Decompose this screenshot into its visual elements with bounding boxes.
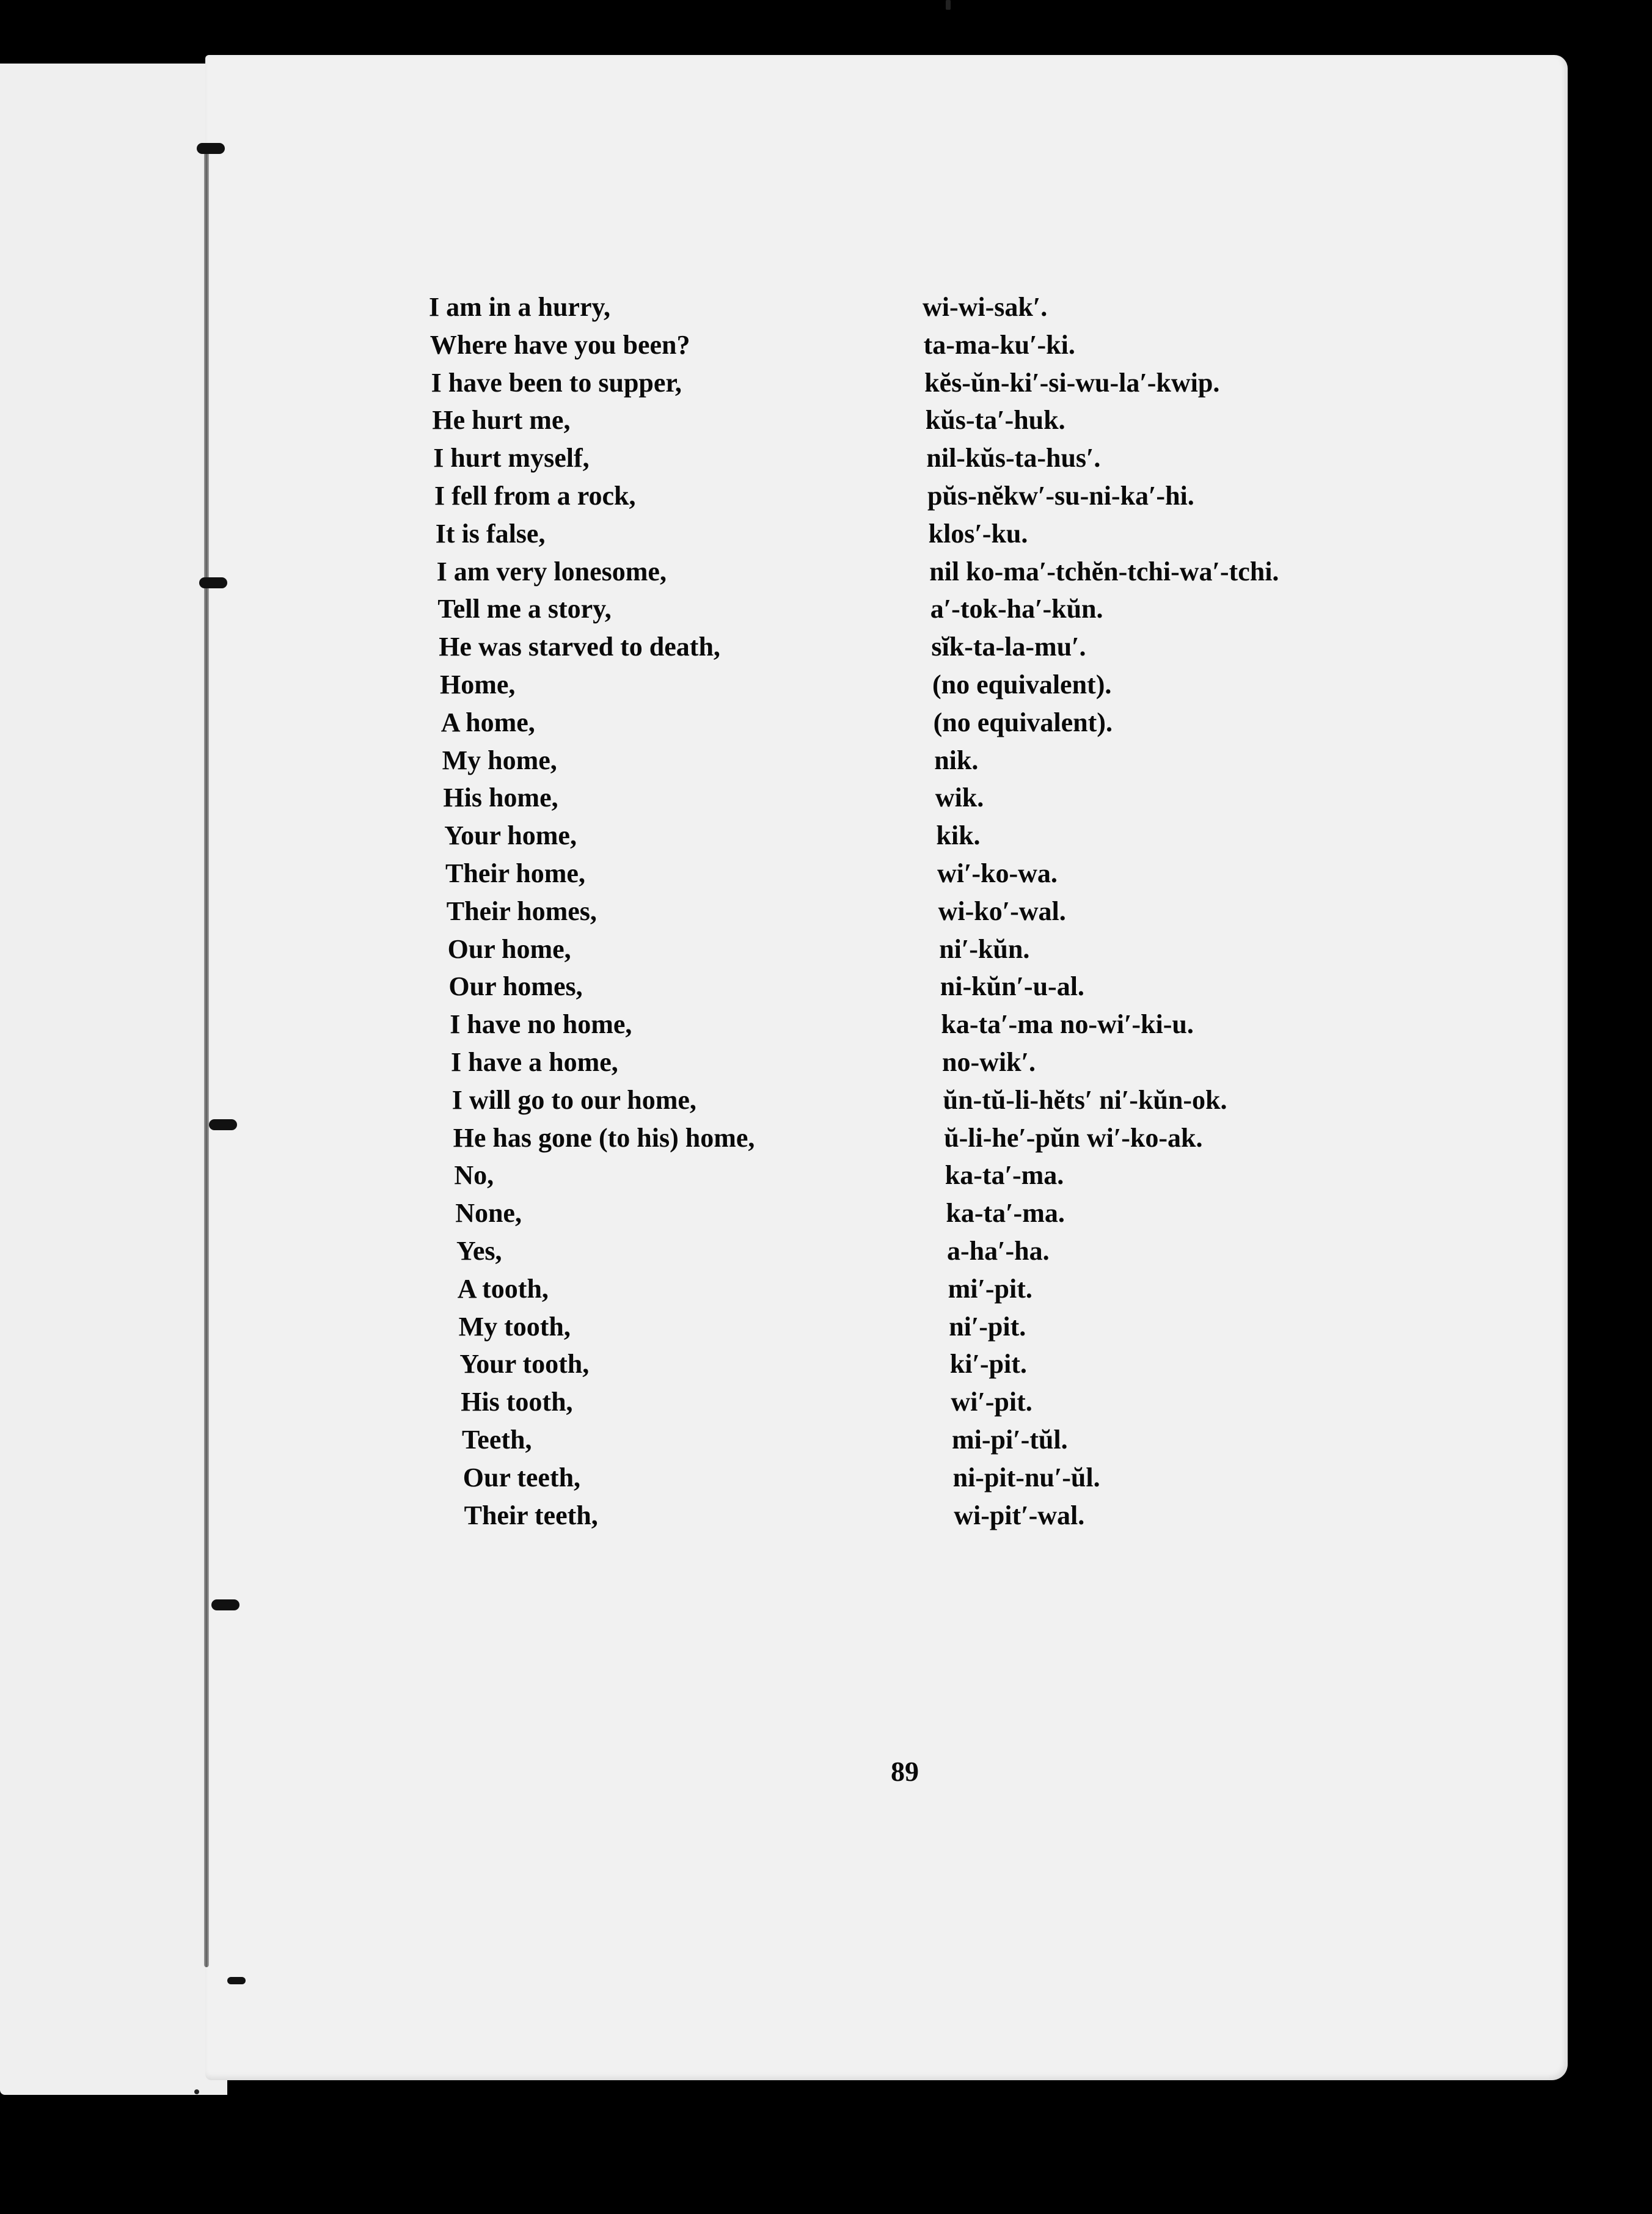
- english-entry: I have been to supper,: [431, 367, 682, 398]
- native-entry: nil ko-ma′-tchĕn-tchi-wa′-tchi.: [929, 556, 1279, 586]
- native-entry: ni′-kŭn.: [939, 933, 1030, 964]
- native-entry: kik.: [936, 820, 981, 851]
- native-entry: a′-tok-ha′-kŭn.: [930, 594, 1103, 624]
- english-entry: Where have you been?: [429, 329, 690, 360]
- scan-speck: [194, 2089, 199, 2094]
- english-entry: He hurt me,: [432, 405, 571, 436]
- native-entry: ki′-pit.: [949, 1349, 1027, 1379]
- english-entry: Their teeth,: [464, 1500, 598, 1530]
- binding-stitch: [197, 143, 225, 154]
- native-entry: mi′-pit.: [948, 1273, 1032, 1304]
- english-entry: Their homes,: [446, 896, 597, 926]
- english-entry: Our teeth,: [462, 1462, 581, 1492]
- english-entry: My home,: [442, 745, 557, 775]
- english-entry: Our home,: [447, 933, 571, 964]
- english-entry: Our homes,: [448, 971, 583, 1002]
- binding-stitch: [227, 1977, 246, 1984]
- english-entry: I will go to our home,: [451, 1084, 696, 1115]
- english-entry: No,: [454, 1160, 494, 1191]
- english-entry: He was starved to death,: [439, 632, 720, 662]
- english-entry: None,: [455, 1198, 522, 1229]
- native-entry: ka-ta′-ma.: [945, 1160, 1064, 1191]
- native-entry: kŭs-ta′-huk.: [925, 405, 1065, 436]
- english-entry: I am in a hurry,: [429, 292, 611, 322]
- english-entry: His home,: [443, 783, 558, 813]
- page-number: 89: [891, 1756, 919, 1787]
- english-entry: Teeth,: [462, 1424, 532, 1455]
- english-entry: I am very lonesome,: [436, 556, 667, 586]
- native-entry: wi-ko′-wal.: [938, 896, 1066, 926]
- native-entry: ŭn-tŭ-li-hĕts′ ni′-kŭn-ok.: [943, 1084, 1227, 1115]
- english-entry: Your tooth,: [459, 1349, 590, 1379]
- native-entry: wi′-pit.: [951, 1387, 1032, 1417]
- native-entry: ni′-pit.: [949, 1311, 1026, 1342]
- native-entry: mi-pi′-tŭl.: [952, 1424, 1068, 1455]
- english-entry: Your home,: [444, 820, 577, 851]
- book-page: [205, 55, 1568, 2080]
- english-entry: My tooth,: [458, 1311, 571, 1342]
- english-entry: A tooth,: [457, 1273, 549, 1304]
- native-entry: nik.: [934, 745, 979, 775]
- english-phrases-column: [429, 288, 755, 1534]
- native-entry: ta-ma-ku′-ki.: [923, 329, 1075, 360]
- native-entry: pŭs-nĕkw′-su-ni-ka′-hi.: [927, 480, 1194, 511]
- native-entry: ni-pit-nu′-ŭl.: [952, 1462, 1100, 1492]
- english-entry: A home,: [440, 707, 535, 737]
- native-entry: wi-pit′-wal.: [954, 1500, 1085, 1530]
- english-entry: He has gone (to his) home,: [453, 1122, 755, 1153]
- native-entry: nil-kŭs-ta-hus′.: [926, 443, 1101, 473]
- scan-speck: [946, 0, 951, 10]
- native-entry: no-wik′.: [942, 1047, 1036, 1077]
- binding-stitch: [211, 1599, 239, 1610]
- binding-stitch: [199, 577, 227, 588]
- english-entry: His tooth,: [461, 1387, 573, 1417]
- english-entry: I fell from a rock,: [434, 480, 636, 511]
- native-entry: ka-ta′-ma.: [946, 1198, 1065, 1229]
- native-entry: wik.: [935, 783, 984, 813]
- english-entry: I have a home,: [451, 1047, 618, 1077]
- native-entry: wi′-ko-wa.: [937, 858, 1058, 888]
- english-entry: I hurt myself,: [433, 443, 590, 473]
- native-translations-column: [923, 288, 1279, 1534]
- english-entry: Home,: [440, 669, 516, 700]
- english-entry: I have no home,: [450, 1009, 632, 1040]
- native-entry: (no equivalent).: [933, 707, 1113, 737]
- english-entry: It is false,: [435, 518, 546, 549]
- binding-stitch: [209, 1119, 237, 1130]
- english-entry: Yes,: [456, 1235, 502, 1266]
- facing-page-edge: [0, 64, 227, 2095]
- native-entry: ŭ-li-he′-pŭn wi′-ko-ak.: [944, 1122, 1203, 1153]
- native-entry: (no equivalent).: [932, 669, 1112, 700]
- native-entry: ni-kŭn′-u-al.: [940, 971, 1084, 1002]
- native-entry: a-ha′-ha.: [947, 1235, 1050, 1266]
- native-entry: ka-ta′-ma no-wi′-ki-u.: [941, 1009, 1194, 1040]
- english-entry: Tell me a story,: [437, 594, 612, 624]
- native-entry: klos′-ku.: [928, 518, 1028, 549]
- binding-spine: [204, 147, 209, 1967]
- english-entry: Their home,: [445, 858, 585, 888]
- native-entry: sĭk-ta-la-mu′.: [931, 632, 1086, 662]
- native-entry: kĕs-ŭn-ki′-si-wu-la′-kwip.: [924, 367, 1220, 398]
- native-entry: wi-wi-sak′.: [923, 292, 1048, 322]
